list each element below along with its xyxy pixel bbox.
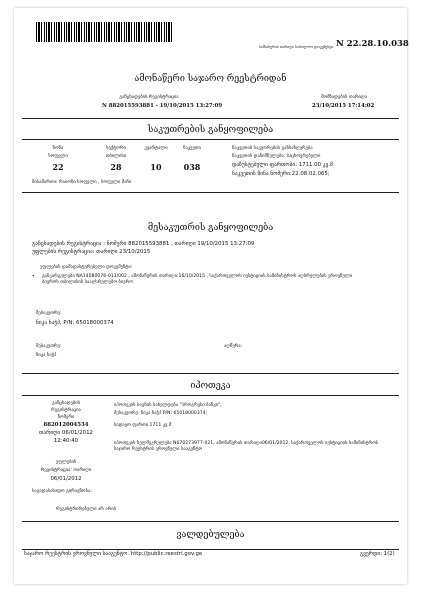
- mortgage-right-reg-label: უფლების: [55, 460, 77, 465]
- sub-owner-value: ნიკა ხაჭპ: [36, 353, 57, 358]
- bullet-icon: •: [32, 274, 35, 279]
- mortgage-right-reg-date: 06/01/2012: [50, 476, 82, 482]
- mortgage-left-line: რეგისტრაცია: [51, 408, 81, 413]
- mortgage-left-line: თარიღი 06/01/2012: [39, 430, 93, 436]
- property-info-line: ნაკვეთის დანიშნულება: საცხოვრებელი: [232, 154, 321, 159]
- divider: [22, 139, 399, 140]
- app-label: განცხადების რეგისტრაცია: [119, 95, 179, 100]
- sector-sub: თბილისი: [105, 154, 127, 159]
- tax-pledge-label: საგადასახადო გირავნობა:: [32, 489, 92, 494]
- sector-value: 28: [110, 162, 122, 172]
- parcel-header: ნაკვეთი: [183, 146, 201, 151]
- divider: [22, 118, 399, 119]
- document-page: [14, 8, 407, 584]
- owner-title: მესაკუთრის განყოფილება: [147, 223, 274, 233]
- mortgage-right-reg-label2: რეგისტრაცია: თარიღი: [40, 468, 92, 473]
- zone-header: ზონა: [52, 146, 64, 151]
- barcode: [36, 22, 174, 42]
- mortgage-left-line: ნომერი: [57, 415, 75, 420]
- obligation-title: ვალდებულება: [176, 530, 245, 540]
- property-info-line: ნაკვეთის საკუთრების განსაზღვრება: [232, 146, 313, 151]
- mortgage-left-line: 12:40:40: [53, 438, 79, 444]
- property-info-line: დაზუსტებული ფართობი: 1711.00 კვ.მ: [232, 162, 333, 168]
- basis-label: უფლების დამადასტურებელი დოკუმენტი:: [40, 265, 133, 270]
- divider: [22, 395, 399, 396]
- divider: [22, 521, 399, 522]
- divider: [22, 373, 399, 374]
- doc-number: N 22.28.10.038: [336, 39, 409, 49]
- mortgage-left-line: 882012004534: [43, 422, 89, 428]
- owner-label: მესაკუთრე:: [36, 311, 62, 316]
- basis-item: განკარგულება NA14080076-013/002 , ამონაწერის თარიღი:16/10/2015 , საქართველოს იუსტიციის სამინისტროს აღსრულების ეროვნული ბიუროს თბილისის სააღსრულებო ბიურო: [42, 274, 353, 285]
- page-number: გვერდი: 1(2): [360, 551, 395, 557]
- issue-value: 23/10/2015 17:14:02: [312, 103, 375, 109]
- footer-left: საჯარო რეესტრის ეროვნული სააგენტო. http://public.reestri.gov.ge: [24, 551, 203, 557]
- quarter-value: 10: [150, 162, 162, 172]
- zone-sub: სოფელი: [48, 154, 68, 159]
- description-label: აღწერა:: [224, 344, 243, 349]
- owner-reg-line: განცხადების რეგისტრაცია : ნომერი 882015593881 , თარიღი 19/10/2015 13:27:09: [32, 241, 255, 247]
- issue-label: მომზადების თარიღი: [321, 95, 367, 100]
- app-value: N 882015593881 - 19/10/2015 13:27:09: [102, 103, 223, 109]
- mortgage-right-line: იპოთეკის საგნის სახელდება "პროგრესი ბანკი",: [114, 403, 222, 408]
- sector-header: სექტორი: [106, 146, 126, 151]
- mortgage-left-line: განცხადების: [51, 401, 80, 406]
- quarter-header: კვარტალი: [144, 146, 168, 151]
- tax-pledge-value: რეგისტრირებული არ არის: [56, 507, 117, 512]
- zone-value: 22: [52, 162, 64, 172]
- mortgage-title: იპოთეკა: [190, 381, 231, 391]
- mortgage-right-line: მესაკუთრე: ნიკა ხაჭპ P/N: 65018000374;: [114, 411, 208, 416]
- stamp-label: სამსახურის თარიღი საბოლოო დოკუმენტი: [259, 45, 334, 49]
- property-info-line: ნაკვეთის წინა ნომერი:22.08.02.065;: [232, 171, 330, 177]
- divider: [22, 192, 399, 193]
- mortgage-basis: იპოთეკის ხელშეკრულება N670273977-021, ამონაწერის თარიღი06/01/2012, საქართველოს იუსტიციის სამინისტროს საჯარო რეესტრის ეროვნული სააგენტო: [114, 441, 379, 452]
- sub-owner-label: მესაკუთრე:: [36, 344, 62, 349]
- divider: [22, 549, 399, 550]
- owner-value: ნიკა ხაჭპ, P/N: 65018000374: [36, 320, 114, 326]
- mortgage-right-line: სადავო ფართი 1711 კვ.მ: [114, 423, 172, 428]
- parcel-value: 038: [183, 162, 201, 172]
- owner-reg-date: უფლების რეგისტრაცია: თარიღი 23/10/2015: [32, 249, 151, 255]
- property-title: საკუთრების განყოფილება: [147, 125, 274, 135]
- page-title: ამონაწერი საჯარო რეესტრიდან: [134, 74, 287, 84]
- property-address: მისამართი: რაიონი სოფელი , სოფელი მაჩი: [32, 180, 132, 185]
